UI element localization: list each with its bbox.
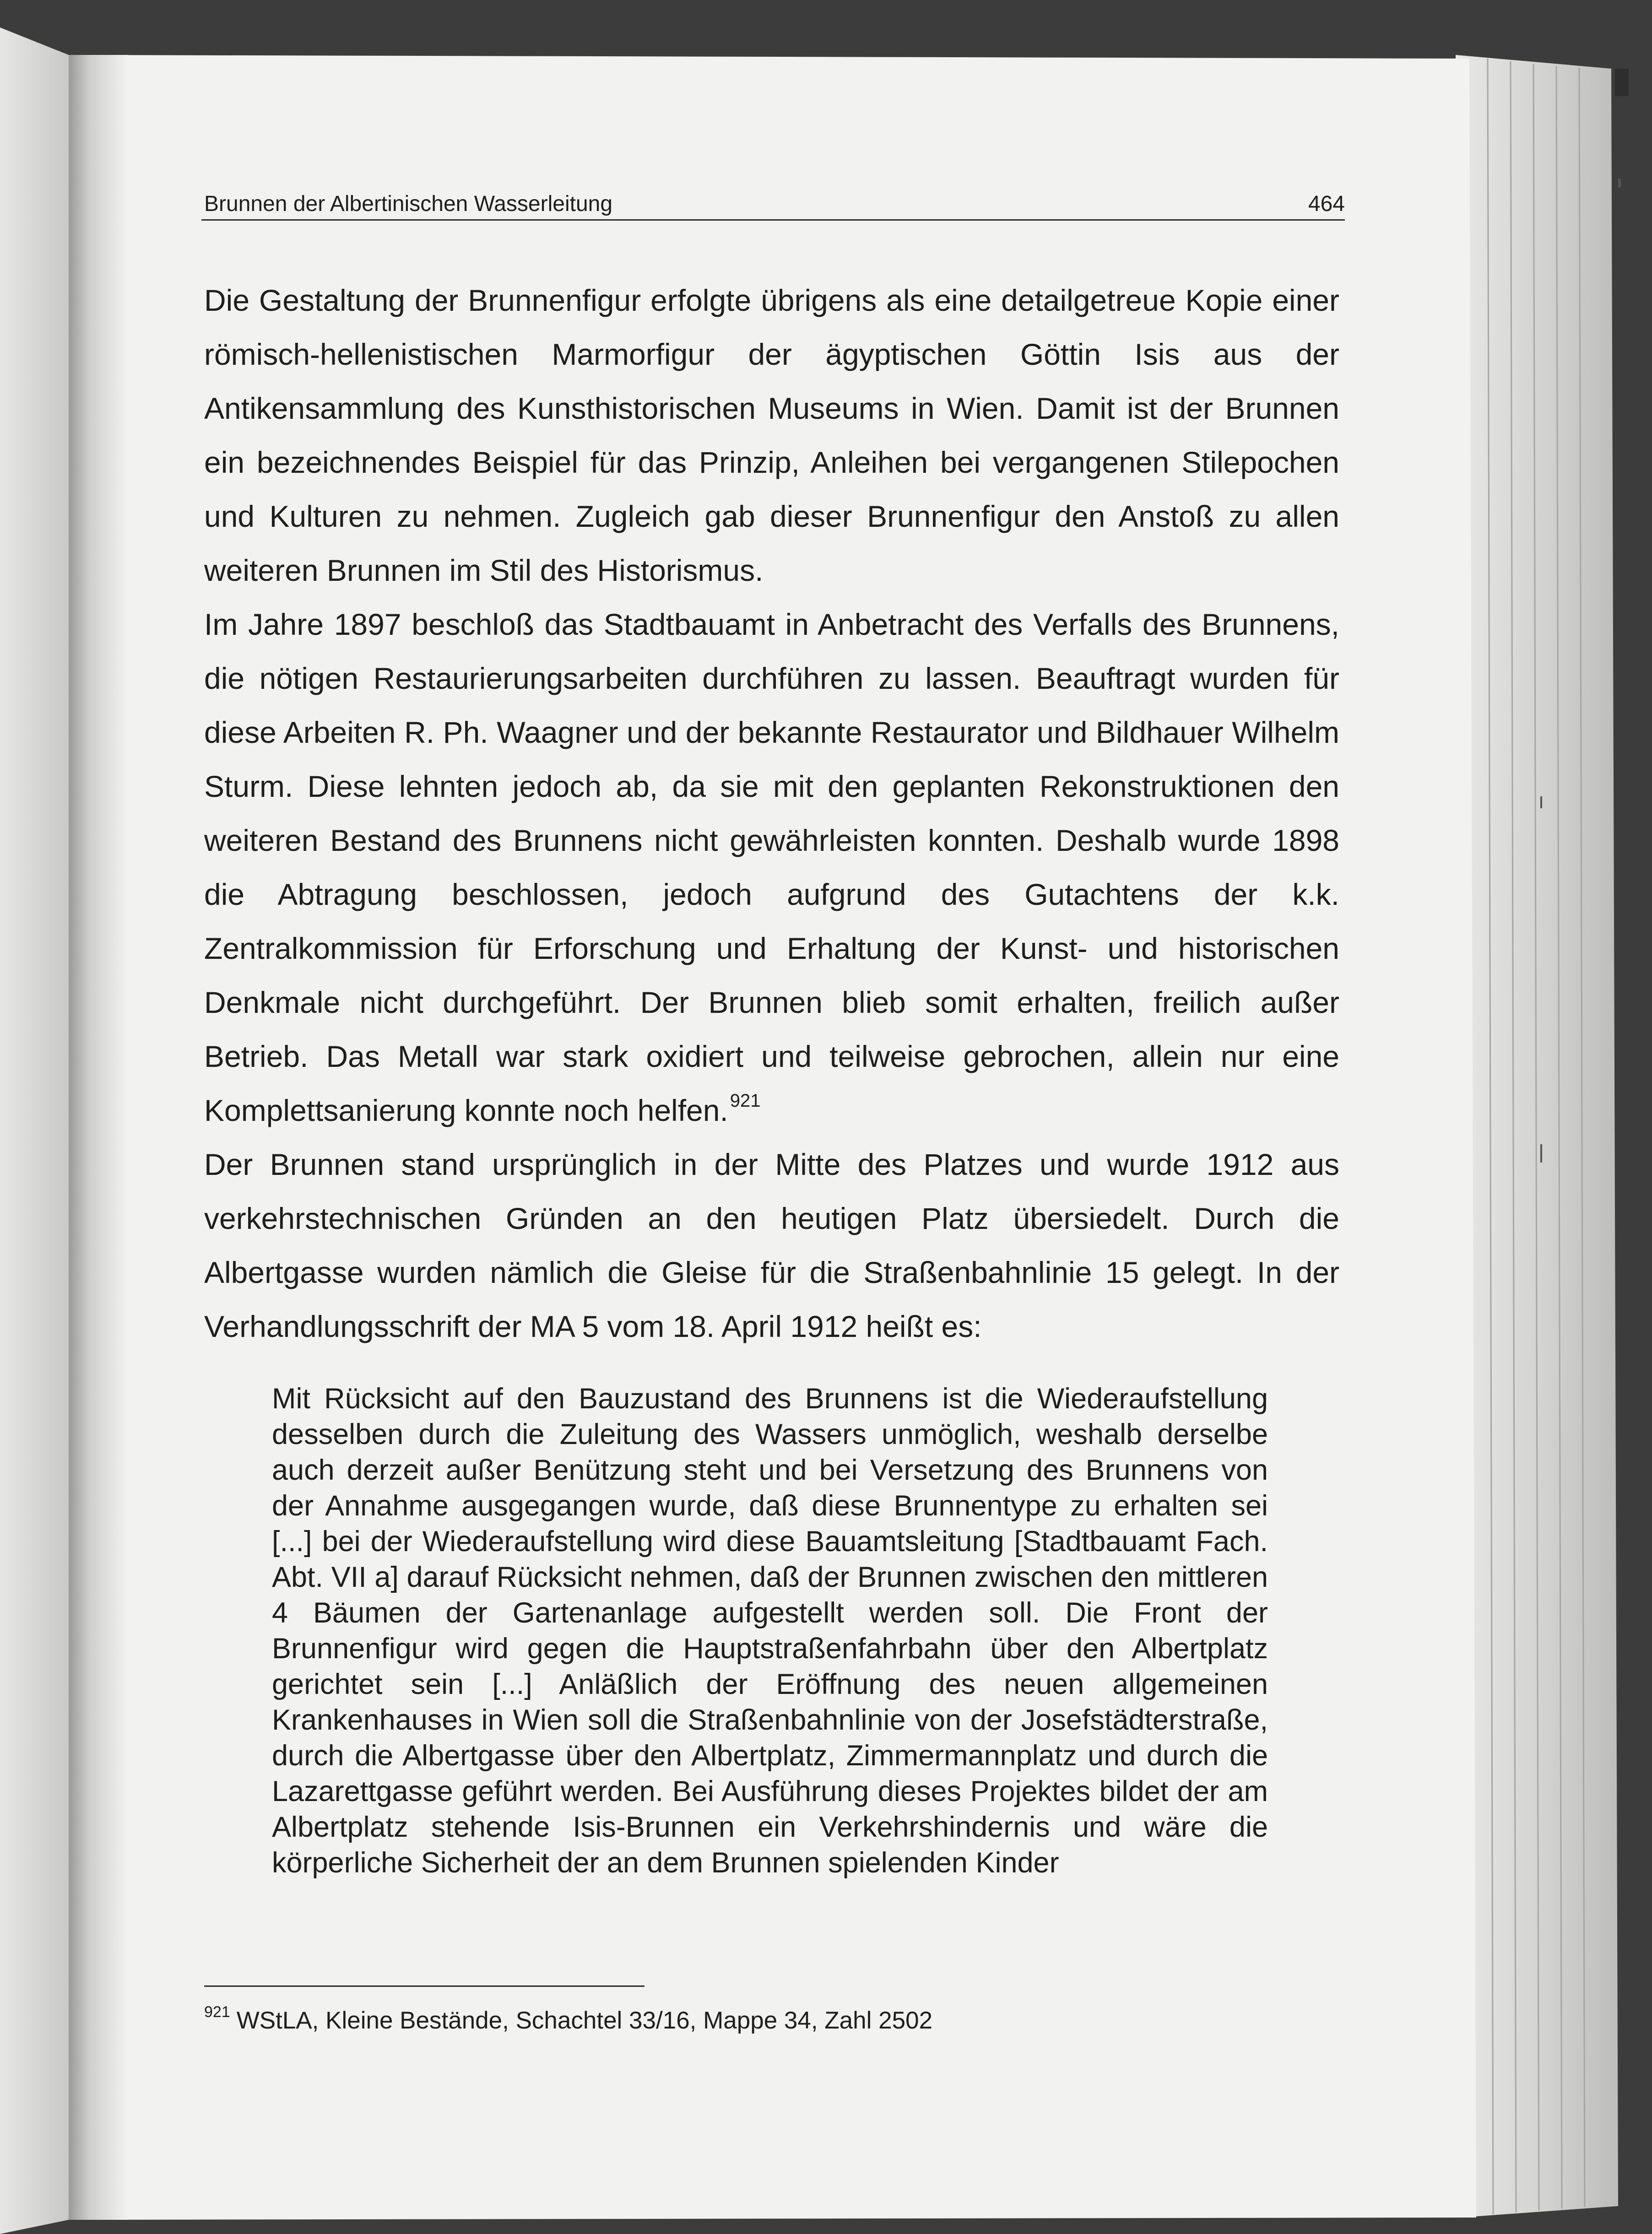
paragraph-1: Die Gestaltung der Brunnenfigur erfolgte übrigens als eine detailgetreue Kopie einer römisch-hellenistischen Marmorfigur der ägyptischen Göttin Isis aus der Antikensammlung des Kunsthistorischen Museums in Wien. Damit ist der Brunnen ein bezeichnendes Beispiel für das Prinzip, Anleihen bei vergangenen Stilepochen und Kulturen zu nehmen. Zugleich gab dieser Brunnenfigur den Anstoß zu allen weiteren Brunnen im Stil des Historismus. xyxy=(204,283,1339,587)
header-rule xyxy=(201,219,1345,221)
paragraph-2 xyxy=(204,597,1339,1137)
footnote-text: WStLA, Kleine Bestände, Schachtel 33/16, Mappe 34, Zahl 2502 xyxy=(236,2007,933,2034)
paragraph-3: Der Brunnen stand ursprünglich in der Mitte des Platzes und wurde 1912 aus verkehrstechnischen Gründen an den heutigen Platz übersiedelt. Durch die Albertgasse wurden nämlich die Gleise für die Straßenbahnlinie 15 gelegt. In der Verhandlungsschrift der MA 5 vom 18. April 1912 heißt es: xyxy=(204,1147,1339,1343)
body-text xyxy=(204,273,1339,1353)
footnote-reference[interactable]: 921 xyxy=(730,1091,761,1111)
block-quote: Mit Rücksicht auf den Bauzustand des Brunnens ist die Wiederaufstellung desselben durch die Zuleitung des Wassers unmöglich, weshalb derselbe auch derzeit außer Benützung steht und bei Versetzung des Brunnens von der Annahme ausgegangen wurde, daß diese Brunnentype zu erhalten sei [...] bei der Wiederaufstellung wird diese Bauamtsleitung [Stadtbauamt Fach. Abt. VII a] darauf Rücksicht nehmen, daß der Brunnen zwischen den mittleren 4 Bäumen der Gartenanlage aufgestellt werden soll. Die Front der Brunnenfigur wird gegen die Hauptstraßenfahrbahn über den Albertplatz gerichtet sein [...] Anläßlich der Eröffnung des neuen allgemeinen Krankenhauses in Wien soll die Straßenbahnlinie von der Josefstädterstraße, durch die Albertgasse über den Albertplatz, Zimmermannplatz und durch die Lazarettgasse geführt werden. Bei Ausführung dieses Projektes bildet der am Albertplatz stehende Isis-Brunnen ein Verkehrshindernis und wäre die körperliche Sicherheit der an dem Brunnen spielenden Kinder xyxy=(272,1383,1268,1879)
running-title: Brunnen der Albertinischen Wasserleitung xyxy=(204,192,613,216)
paragraph-2-text: Im Jahre 1897 beschloß das Stadtbauamt in Anbetracht des Verfalls des Brunnens, die nötigen Restaurierungsarbeiten durchführen zu lassen. Beauftragt wurden für diese Arbeiten R. Ph. Waagner und der bekannte Restaurator und Bildhauer Wilhelm Sturm. Diese lehnten jedoch ab, da sie mit den geplanten Rekonstruktionen den weiteren Bestand des Brunnens nicht gewährleisten konnten. Deshalb wurde 1898 die Abtragung beschlossen, jedoch aufgrund des Gutachtens der k.k. Zentralkommission für Erforschung und Erhaltung der Kunst- und historischen Denkmale nicht durchgeführt. Der Brunnen blieb somit erhalten, freilich außer Betrieb. Das Metall war stark oxidiert und teilweise gebrochen, allein nur eine Komplettsanierung konnte noch helfen. xyxy=(204,607,1339,1127)
footnote-rule xyxy=(204,1985,645,1987)
footnote-number: 921 xyxy=(204,2003,230,2021)
page-number: 464 xyxy=(1308,192,1345,216)
footnote xyxy=(204,2005,932,2037)
